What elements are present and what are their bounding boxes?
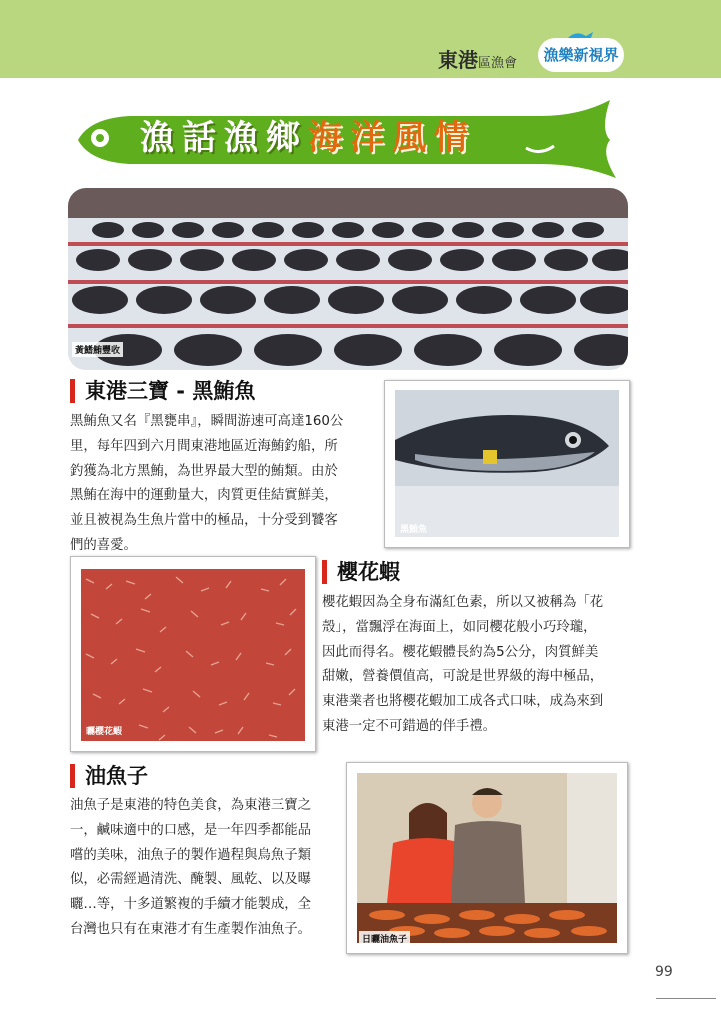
banner-title-part1: 漁話漁鄉 [140,118,308,158]
brand-logo: 漁樂新視界 [538,38,624,72]
bluefin-photo [395,390,619,537]
section-text-sakura [322,591,634,740]
roe-photo-frame [346,762,628,954]
text-line: 殼」，當飄浮在海面上，如同櫻花般小巧玲瓏， [322,619,597,635]
sakura-photo-frame [70,556,316,752]
org-title [438,44,517,73]
text-line: 油魚子是東港的特色美食，為東港三寶之 [70,798,312,813]
header-band [0,0,721,78]
sakura-illustration [81,569,305,741]
text-line: 們的喜愛。 [70,537,137,553]
text-line: 甜嫩，營養價值高，可說是世界級的海中極品， [322,669,604,685]
text-line: 釣獲為北方黑鮪，為世界最大型的鮪類。由於 [70,463,338,479]
org-main: 東港 [438,48,478,72]
banner-title [140,110,476,159]
section-title-bluefin: 東港三寶 - 黑鮪魚 [70,379,255,403]
roe-illustration [357,773,617,943]
section-title-roe: 油魚子 [70,764,148,788]
text-line: 黑鮪魚又名『黑甕串』，瞬間游速可高達160公 [70,414,344,429]
tuna-rows-illustration [68,188,628,370]
page-number-rule [656,998,716,999]
text-line: 東港業者也將櫻花蝦加工成各式口味，成為來到 [322,694,604,710]
text-line: 東港一定不可錯過的伴手禮。 [322,718,497,734]
text-line: 並且被視為生魚片當中的極品，十分受到饕客 [70,513,338,529]
section-title-sakura: 櫻花蝦 [322,560,400,584]
text-line: 黑鮪在海中的運動量大，肉質更佳結實鮮美， [70,488,338,504]
tuna-harvest-photo [68,188,628,370]
text-line: 嚐的美味，油魚子的製作過程與烏魚子類 [70,847,312,863]
banner-title-part2: 海洋風情 [308,118,476,158]
text-line: 櫻花蝦因為全身布滿紅色素，所以又被稱為「花 [322,595,604,610]
text-line: 里，每年四到六月間東港地區近海鮪釣船，所 [70,438,338,454]
bluefin-photo-frame [384,380,630,548]
page-number: 99 [655,964,673,980]
section-text-roe [70,794,350,943]
text-line: 似，必需經過清洗、醃製、風乾、以及曝 [70,872,312,888]
bluefin-caption: 黑鮪魚 [400,525,428,535]
bluefin-illustration [395,390,619,537]
text-line: 一，鹹味適中的口感，是一年四季都能品 [70,822,312,838]
text-line: 曬…等，十多道繁複的手續才能製成，全 [70,897,312,913]
section-text-bluefin [70,410,380,559]
text-line: 台灣也只有在東港才有生產製作油魚子。 [70,921,312,937]
sakura-caption: 曬櫻花蝦 [86,727,123,737]
roe-photo [357,773,617,943]
sakura-photo [81,569,305,741]
tuna-harvest-caption: 黃鰭鮪豐收 [72,342,123,357]
text-line: 因此而得名。櫻花蝦體長約為5公分，肉質鮮美 [322,644,599,660]
org-sub: 區漁會 [478,56,518,71]
roe-caption: 日曬油魚子 [359,931,410,946]
